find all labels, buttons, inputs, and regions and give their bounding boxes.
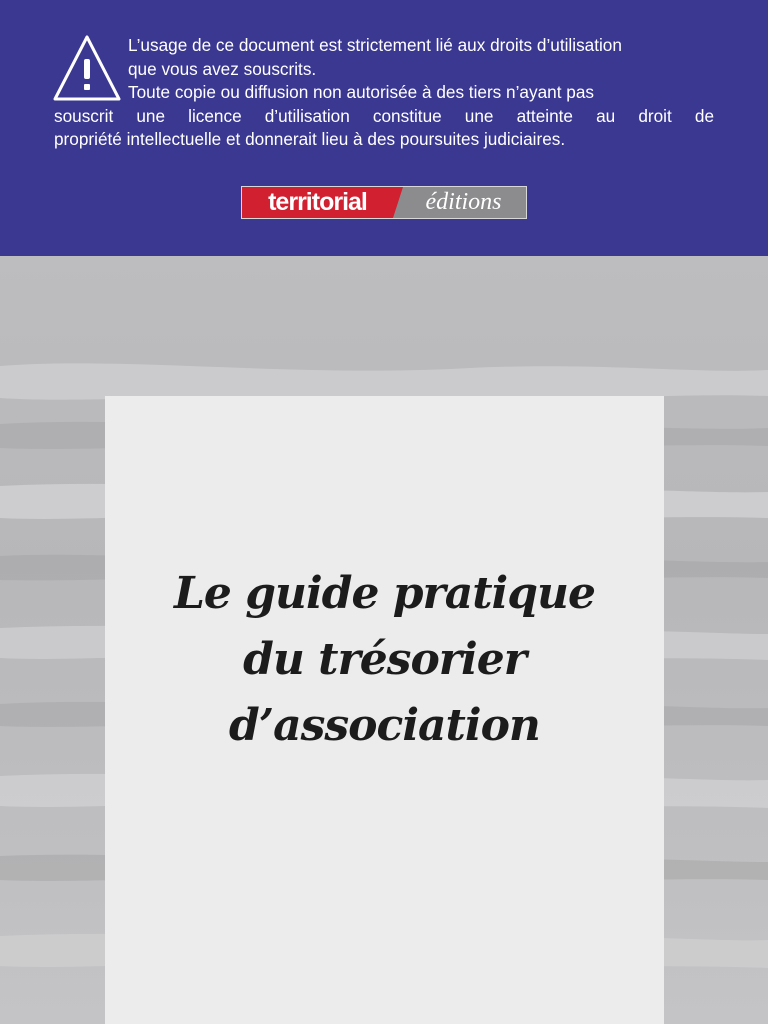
book-title-line: Le guide pratique bbox=[173, 568, 596, 619]
notice-line: propriété intellectuelle et donnerait lieu à des poursuites judiciaires. bbox=[54, 129, 566, 149]
logo-suffix-block bbox=[393, 187, 526, 218]
notice-line: souscrit une licence d’utilisation constitue une atteinte au droit de bbox=[54, 105, 714, 126]
notice-line: que vous avez souscrits. bbox=[128, 58, 317, 79]
copyright-notice-banner bbox=[0, 0, 768, 256]
logo-suffix-text: éditions bbox=[425, 189, 502, 215]
territorial-editions-logo bbox=[241, 186, 527, 219]
book-cover bbox=[0, 256, 768, 1024]
logo-brand-text: territorial bbox=[268, 188, 367, 216]
book-title-line: du trésorier bbox=[243, 634, 526, 685]
title-panel bbox=[105, 396, 664, 1024]
book-title bbox=[105, 561, 664, 759]
notice-text bbox=[54, 34, 714, 152]
notice-line: L’usage de ce document est strictement lié aux droits d’utilisation bbox=[128, 35, 622, 55]
notice-line: Toute copie ou diffusion non autorisée à des tiers n’ayant pas bbox=[128, 82, 594, 102]
book-title-line: d’association bbox=[229, 700, 540, 751]
logo-brand-block bbox=[242, 187, 393, 218]
